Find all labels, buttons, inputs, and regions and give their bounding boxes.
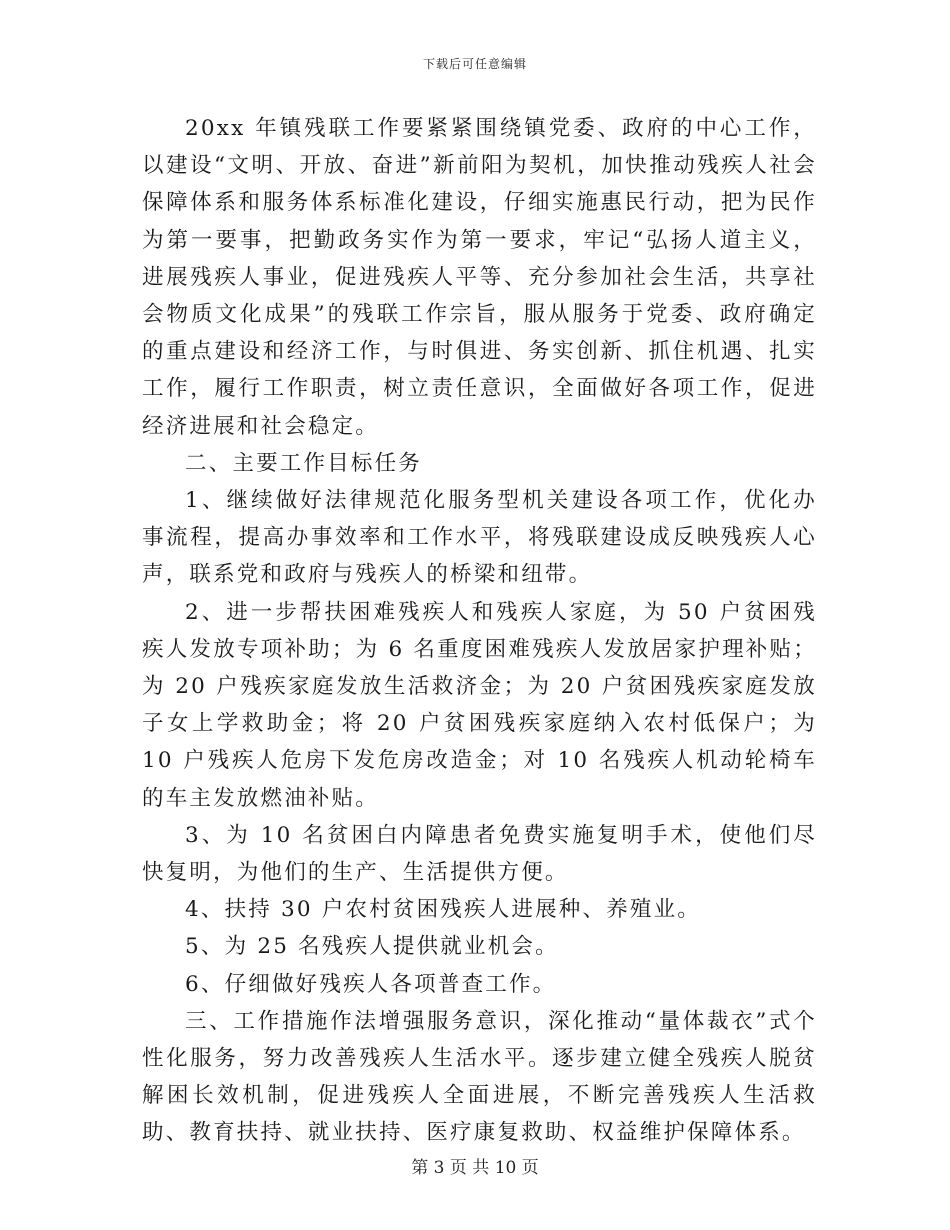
page-number-footer: 第 3 页 共 10 页 xyxy=(411,1158,539,1178)
document-body xyxy=(142,110,817,1152)
list-item-6: 6、仔细做好残疾人各项普查工作。 xyxy=(185,971,557,997)
paragraph-intro: 20xx 年镇残联工作要紧紧围绕镇党委、政府的中心工作，以建设“文明、开放、奋进”新前阳为契机，加快推动残疾人社会保障体系和服务体系标准化建设，仔细实施惠民行动，把为民作为第一要事，把勤政务实作为第一要求，牢记“弘扬人道主义，进展残疾人事业，促进残疾人平等、充分参加社会生活，共享社会物质文化成果”的残联工作宗旨，服从服务于党委、政府确定的重点建设和经济工作，与时俱进、务实创新、抓住机遇、扎实工作，履行工作职责，树立责任意识，全面做好各项工作，促进经济进展和社会稳定。 xyxy=(142,116,817,439)
page-header: 下载后可任意编辑 xyxy=(422,57,527,71)
section-measures: 三、工作措施作法增强服务意识，深化推动“量体裁衣”式个性化服务，努力改善残疾人生活水平。逐步建立健全残疾人脱贫解困长效机制，促进残疾人全面进展，不断完善残疾人生活救助、教育扶持、就业扶持、医疗康复救助、权益维护保障体系。 xyxy=(142,1008,817,1146)
list-item-2: 2、进一步帮扶困难残疾人和残疾人家庭，为 50 户贫困残疾人发放专项补助；为 6 名重度困难残疾人发放居家护理补贴；为 20 户残疾家庭发放生活救济金；为 20 户贫困残疾家庭发放子女上学救助金；将 20 户贫困残疾家庭纳入农村低保户；为 10 户残疾人危房下发危房改造金；对 10 名残疾人机动轮椅车的车主发放燃油补贴。 xyxy=(142,599,817,811)
list-item-4: 4、扶持 30 户农村贫困残疾人进展种、养殖业。 xyxy=(185,897,702,923)
list-item-1: 1、继续做好法律规范化服务型机关建设各项工作，优化办事流程，提高办事效率和工作水平，将残联建设成反映残疾人心声，联系党和政府与残疾人的桥梁和纽带。 xyxy=(142,488,817,588)
list-item-5: 5、为 25 名残疾人提供就业机会。 xyxy=(185,934,559,960)
list-item-3: 3、为 10 名贫困白内障患者免费实施复明手术，使他们尽快复明，为他们的生产、生活提供方便。 xyxy=(142,822,817,886)
section-heading-targets: 二、主要工作目标任务 xyxy=(185,450,423,476)
